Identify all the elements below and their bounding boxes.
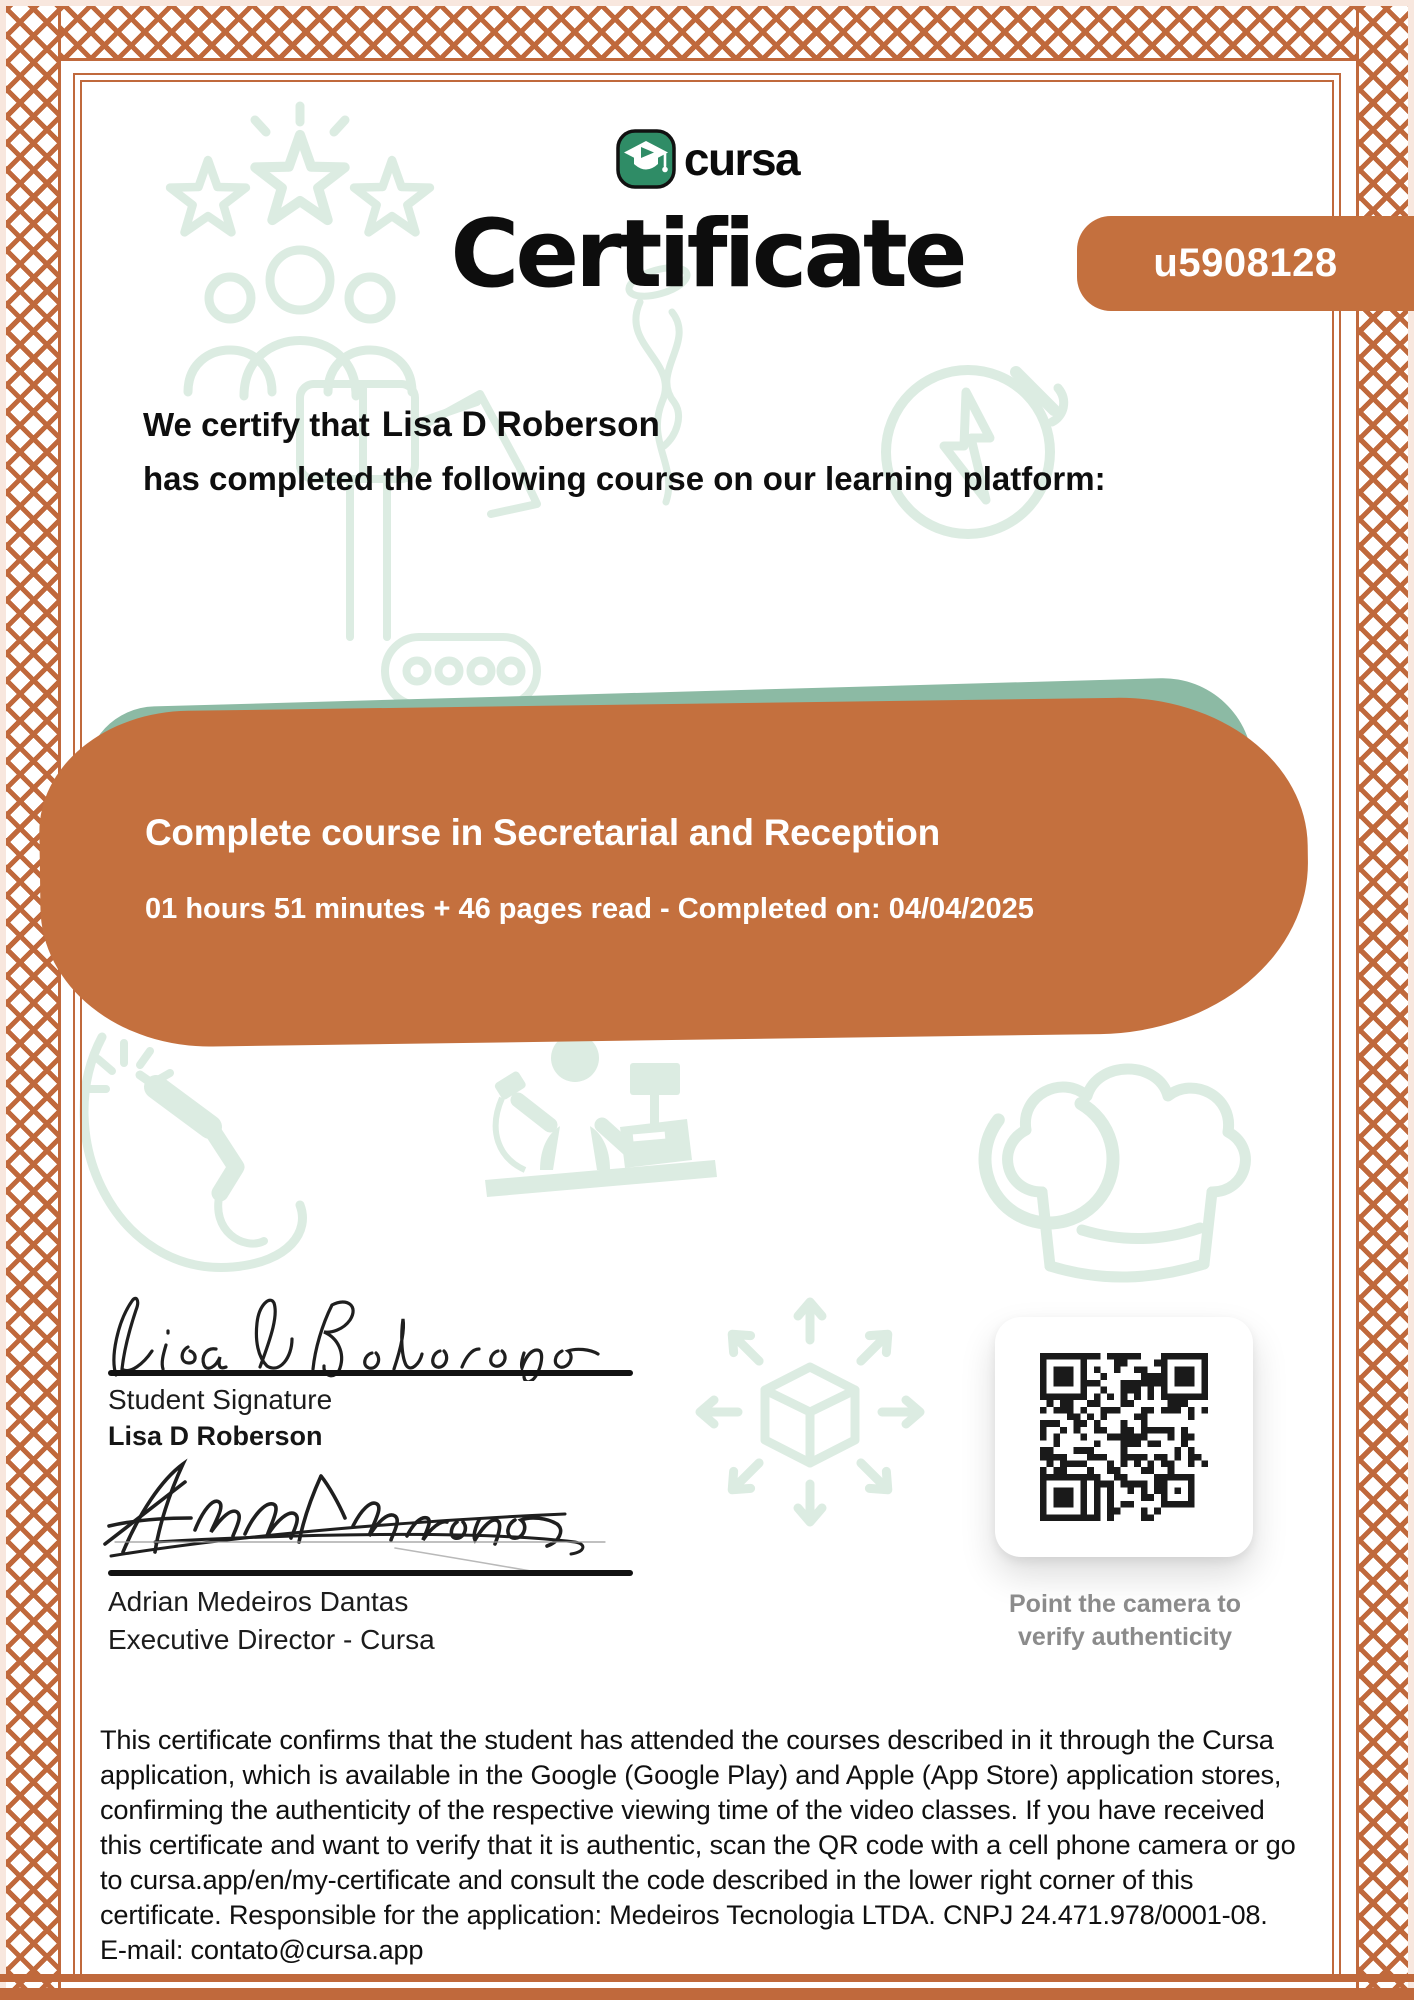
- student-name: Lisa D Roberson: [381, 405, 660, 444]
- footer-text: [100, 1722, 1300, 1967]
- brand-name: cursa: [683, 133, 800, 185]
- director-name: Adrian Medeiros Dantas: [108, 1586, 409, 1617]
- certificate-code-badge: [1077, 216, 1414, 311]
- footer-paragraph: This certificate confirms that the student has attended the courses described in it through the Cursa application, which is available in the Google (Google Play) and Apple (App Store) application stores, confirming the authenticity of the respective viewing time of the video classes. If you have received this certificate and want to verify that it is authentic, scan the QR code with a cell phone camera or go to cursa.app/en/my-certificate and consult the code described in the lower right corner of this certificate. Responsible for the application: Medeiros Tecnologia LTDA. CNPJ 24.471.978/0001-08.: [100, 1724, 1296, 1930]
- intro-text: [143, 398, 1106, 506]
- page-edge-top: [0, 0, 1414, 6]
- brand-logo: [0, 128, 1414, 190]
- certificate-code: u5908128: [1153, 241, 1338, 285]
- graduation-cap-play-icon: [615, 128, 677, 190]
- student-signature-label: Student Signature: [108, 1384, 333, 1415]
- student-signature-name: Lisa D Roberson: [108, 1421, 323, 1451]
- page-edge-left: [0, 0, 6, 2000]
- course-name: Complete course in Secretarial and Reception: [145, 812, 940, 853]
- footer-email: E-mail: contato@cursa.app: [100, 1934, 424, 1965]
- intro-line-1: [143, 398, 1106, 452]
- certify-prefix: We certify that: [143, 406, 370, 443]
- course-ribbon-shape: [38, 695, 1311, 1049]
- director-role: Executive Director - Cursa: [108, 1624, 435, 1655]
- intro-line-2: has completed the following course on our learning platform:: [143, 460, 1106, 497]
- border-bottom-line: [0, 1974, 1414, 1982]
- certificate-title: Certificate: [450, 200, 964, 309]
- border-pattern-top: [6, 6, 1408, 61]
- qr-caption-line-1: Point the camera to: [1009, 1590, 1241, 1618]
- course-meta: 01 hours 51 minutes + 46 pages read - Completed on: 04/04/2025: [145, 893, 1034, 925]
- qr-caption-line-2: verify authenticity: [1018, 1623, 1232, 1651]
- border-pattern-bottom: [0, 1988, 1414, 2000]
